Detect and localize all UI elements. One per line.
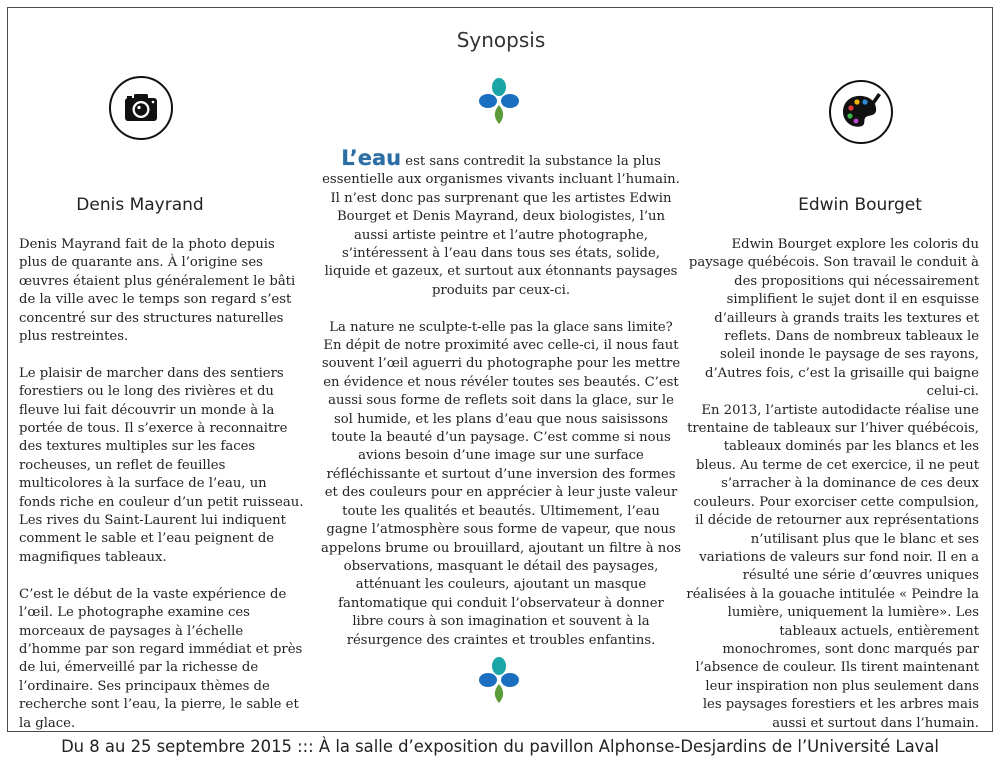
palette-icon — [829, 80, 893, 144]
left-column — [19, 236, 305, 751]
page-title: Synopsis — [456, 28, 546, 52]
footer-dates: Du 8 au 25 septembre 2015 ::: À la salle d’exposition du pavillon Alphonse-Desjardins de l’Université Laval — [61, 737, 939, 756]
dropcap-title: L’eau — [341, 146, 402, 170]
flower-icon — [477, 77, 521, 127]
camera-icon — [109, 76, 173, 140]
left-paragraph-3: C’est le début de la vaste expérience de l’œil. Le photographe examine ces morceaux de paysages à l’échelle d’homme par son regard immédiat et près de lui, émerveillé par la richesse de l’ordinaire. Ses principaux thèmes de recherche sont l’eau, la pierre, le sable et la glace. — [19, 586, 303, 731]
left-paragraph-1: Denis Mayrand fait de la photo depuis plus de quarante ans. À l’origine ses œuvres étaient plus généralement le bâti de la ville avec le temps son regard s’est concentré sur des structures naturelles plus restreintes. — [19, 237, 296, 345]
right-artist-name: Edwin Bourget — [798, 195, 922, 215]
left-paragraph-2: Le plaisir de marcher dans des sentiers forestiers ou le long des rivières et du fleuve lui fait découvrir un monde à la portée de tous. Il s’exerce à reconnaitre des textures multiples sur les faces rocheuses, un reflet de feuilles multicolores à la surface de l’eau, un fonds riche en couleur d’un petit ruisseau. Les rives du Saint-Laurent lui indiquent comment le sable et l’eau peignent de magnifiques tableaux. — [19, 365, 304, 565]
right-column — [685, 236, 979, 733]
synopsis-panel — [7, 7, 993, 732]
center-intro-text: est sans contredit la substance la plus essentielle aux organismes vivants incluant l’humain. Il n’est donc pas surprenant que les artistes Edwin Bourget et Denis Mayrand, deux biologistes, l’un aussi artiste peintre et l’autre photographe, s’intéressent à l’eau dans tous ses états, solide, liquide et gazeux, et surtout aux étonnants paysages produits par ceux-ci. — [322, 154, 680, 298]
center-intro — [321, 146, 681, 300]
center-column — [321, 146, 681, 668]
left-artist-name: Denis Mayrand — [76, 195, 204, 215]
right-paragraph-1: Edwin Bourget explore les coloris du paysage québécois. Son travail le conduit à des propositions qui nécessairement simplifient le sujet dont il en esquisse d’ailleurs à grands traits les textures et reflets. Dans de nombreux tableaux le soleil inonde le paysage de ses rayons, d’Autres fois, c’est la grisaille qui baigne celui-ci. — [688, 237, 979, 400]
center-body: La nature ne sculpte-t-elle pas la glace sans limite? En dépit de notre proximité avec celle-ci, il nous faut souvent l’œil aguerri du photographe pour les mettre en évidence et nous révéler toutes ses beautés. C’est aussi sous forme de reflets soit dans la glace, sur le sol humide, et les plans d’eau que nous saisissons toute la beauté d’un paysage. C’est comme si nous avions besoin d’une image sur une surface réfléchissante et surtout d’une inversion des formes et des couleurs pour en apprécier à leur juste valeur toute les qualités et beautés. Ultimement, l’eau gagne l’atmosphère sous forme de vapeur, que nous appelons brume ou brouillard, ajoutant un filtre à nos observations, masquant le détail des paysages, atténuant les couleurs, ajoutant un masque fantomatique qui conduit l’observateur à donner libre cours à son imagination et souvent à la résurgence des craintes et troubles enfantins. — [321, 319, 681, 648]
right-paragraph-2: En 2013, l’artiste autodidacte réalise une trentaine de tableaux sur l’hiver québécois, tableaux dominés par les blancs et les bleus. Au terme de cet exercice, il ne peut s’arracher à la dominance de ces deux couleurs. Pour exorciser cette compulsion, il décide de retourner aux représentations n’utilisant plus que le blanc et ses variations de valeurs sur fond noir. Il en a résulté une série d’œuvres uniques réalisées à la gouache intitulée « Peindre la lumière, uniquement la lumière». Les tableaux actuels, entièrement monochromes, sont donc marqués par l’absence de couleur. Ils tirent maintenant leur inspiration non plus seulement dans les paysages forestiers et les arbres mais aussi et surtout dans l’humain. — [686, 402, 979, 731]
